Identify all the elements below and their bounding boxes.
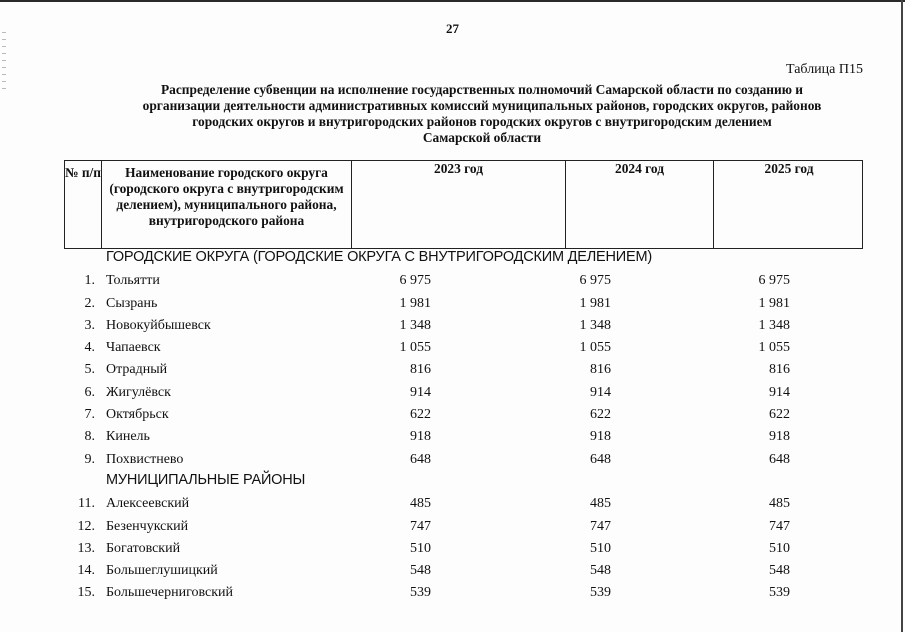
- value-2025: 747: [769, 518, 790, 534]
- value-2024: 6 975: [579, 273, 611, 289]
- value-2025: 485: [769, 496, 790, 512]
- row-number: 14.: [77, 563, 95, 579]
- value-2023: 485: [410, 496, 431, 512]
- value-2024: 918: [590, 429, 611, 445]
- section-title: МУНИЦИПАЛЬНЫЕ РАЙОНЫ: [106, 471, 306, 488]
- value-2025: 816: [769, 362, 790, 378]
- row-number: 9.: [84, 451, 95, 467]
- value-2024: 1 348: [579, 317, 611, 333]
- scan-margin-marks: [2, 32, 6, 92]
- value-2023: 548: [410, 563, 431, 579]
- row-name: Похвистнево: [106, 451, 184, 467]
- title-line: организации деятельности административных комиссий муниципальных районов, городских округов, районов: [142, 98, 822, 113]
- section-heading: [0, 249, 905, 271]
- header-2023: 2023 год: [352, 161, 566, 248]
- row-name: Чапаевск: [106, 340, 161, 356]
- value-2023: 539: [410, 585, 431, 601]
- table-row: [0, 383, 905, 405]
- title-line: Распределение субвенции на исполнение государственных полномочий Самарской области по созданию и: [160, 82, 804, 97]
- value-2024: 747: [590, 518, 611, 534]
- value-2024: 510: [590, 540, 611, 556]
- row-name: Жигулёвск: [106, 384, 171, 400]
- row-number: 3.: [84, 317, 95, 333]
- row-number: 12.: [77, 518, 95, 534]
- value-2024: 485: [590, 496, 611, 512]
- table-row: [0, 316, 905, 338]
- row-name: Сызрань: [106, 295, 158, 311]
- value-2023: 914: [410, 384, 431, 400]
- value-2024: 622: [590, 407, 611, 423]
- value-2025: 622: [769, 407, 790, 423]
- row-name: Алексеевский: [106, 496, 190, 512]
- header-number: № п/п: [65, 161, 102, 248]
- value-2023: 747: [410, 518, 431, 534]
- value-2024: 648: [590, 451, 611, 467]
- value-2025: 648: [769, 451, 790, 467]
- value-2023: 648: [410, 451, 431, 467]
- value-2023: 1 981: [399, 295, 431, 311]
- value-2024: 914: [590, 384, 611, 400]
- value-2023: 510: [410, 540, 431, 556]
- table-row: [0, 561, 905, 583]
- page-number: 27: [446, 21, 459, 36]
- document-title: [62, 82, 902, 146]
- row-number: 8.: [84, 429, 95, 445]
- row-name: Большеглушицкий: [106, 563, 218, 579]
- table-row: [0, 494, 905, 516]
- table-row: [0, 539, 905, 561]
- row-number: 13.: [77, 540, 95, 556]
- table-row: [0, 583, 905, 605]
- page-top-edge: [0, 0, 905, 2]
- row-name: Отрадный: [106, 362, 168, 378]
- value-2025: 510: [769, 540, 790, 556]
- row-name: Октябрьск: [106, 407, 169, 423]
- row-name: Тольятти: [106, 273, 160, 289]
- header-2025: 2025 год: [764, 161, 814, 176]
- row-number: 15.: [77, 585, 95, 601]
- table-row: [0, 271, 905, 293]
- row-name: Богатовский: [106, 540, 181, 556]
- table-row: [0, 405, 905, 427]
- table-row: [0, 450, 905, 472]
- value-2025: 1 348: [758, 317, 790, 333]
- section-heading: [0, 472, 905, 494]
- row-number: 5.: [84, 362, 95, 378]
- table-row: [0, 294, 905, 316]
- value-2024: 1 055: [579, 340, 611, 356]
- value-2025: 914: [769, 384, 790, 400]
- row-name: Новокуйбышевск: [106, 317, 211, 333]
- row-number: 1.: [84, 273, 95, 289]
- row-number: 11.: [78, 496, 95, 512]
- row-name: Большечерниговский: [106, 585, 234, 601]
- row-name: Кинель: [106, 429, 150, 445]
- table-row: [0, 517, 905, 539]
- row-name: Безенчукский: [106, 518, 189, 534]
- value-2023: 1 055: [399, 340, 431, 356]
- value-2024: 816: [590, 362, 611, 378]
- value-2024: 548: [590, 563, 611, 579]
- table-row: [0, 427, 905, 449]
- value-2025: 6 975: [758, 273, 790, 289]
- value-2025: 1 981: [758, 295, 790, 311]
- title-line: Самарской области: [422, 130, 542, 145]
- row-number: 6.: [84, 384, 95, 400]
- table-header: [64, 160, 863, 249]
- table-row: [0, 338, 905, 360]
- value-2024: 539: [590, 585, 611, 601]
- value-2023: 816: [410, 362, 431, 378]
- value-2025: 1 055: [758, 340, 790, 356]
- header-name: Наименование городского округа (городского округа с внутригородским делением), муниципального района, внутригородского района: [102, 161, 352, 248]
- value-2025: 539: [769, 585, 790, 601]
- value-2025: 918: [769, 429, 790, 445]
- row-number: 2.: [84, 295, 95, 311]
- value-2025: 548: [769, 563, 790, 579]
- value-2023: 6 975: [399, 273, 431, 289]
- value-2023: 622: [410, 407, 431, 423]
- table-body: [0, 249, 905, 606]
- value-2023: 1 348: [399, 317, 431, 333]
- section-title: ГОРОДСКИЕ ОКРУГА (ГОРОДСКИЕ ОКРУГА С ВНУТРИГОРОДСКИМ ДЕЛЕНИЕМ): [106, 249, 652, 265]
- table-row: [0, 360, 905, 382]
- row-number: 4.: [84, 340, 95, 356]
- value-2023: 918: [410, 429, 431, 445]
- row-number: 7.: [84, 407, 95, 423]
- table-label: Таблица П15: [786, 62, 863, 77]
- title-line: городских округов и внутригородских районов городских округов с внутригородским делением: [192, 114, 772, 129]
- value-2024: 1 981: [579, 295, 611, 311]
- header-2024: 2024 год: [566, 161, 714, 248]
